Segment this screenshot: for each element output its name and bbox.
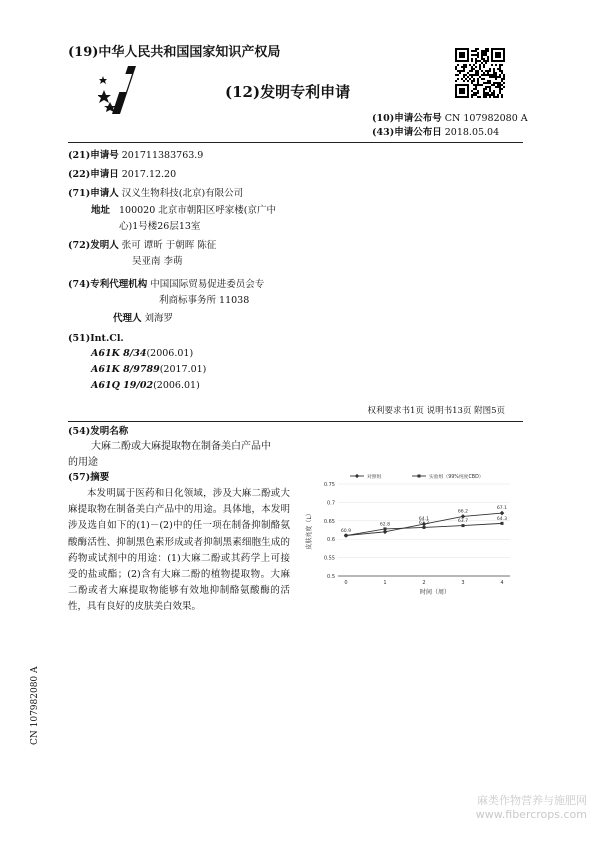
x-tick-label: 1 <box>383 580 387 586</box>
data-label: 64.3 <box>496 516 508 522</box>
invention-title-label: (54)发明名称 <box>68 426 129 437</box>
y-tick-label: 0.6 <box>327 537 335 544</box>
cnipa-emblem-icon <box>98 64 148 116</box>
ipc-classification: A61K 8/34(2006.01) <box>91 348 194 359</box>
applicant: (71)申请人 汉义生物科技(北京)有限公司 <box>68 188 244 199</box>
y-tick-label: 0.55 <box>323 555 335 562</box>
chart-legend <box>350 473 484 480</box>
header-divider <box>68 142 523 143</box>
inventors-line-2: 吴亚南 李萌 <box>132 256 183 267</box>
data-label: 64.1 <box>418 517 430 523</box>
chart <box>300 468 523 598</box>
x-tick-label: 4 <box>500 580 504 586</box>
data-point <box>461 514 466 519</box>
patent-agency: (74)专利代理机构 中国国际贸易促进委员会专 <box>68 279 265 290</box>
issuing-office: (19)中华人民共和国国家知识产权局 <box>68 45 281 60</box>
y-tick-label: 0.75 <box>323 482 335 488</box>
document-type-title: (12)发明专利申请 <box>225 83 351 101</box>
x-axis-label: 时间（周） <box>419 589 451 596</box>
side-publication-number: CN 107982080 A <box>30 666 40 745</box>
address-line-2: 心)1号楼26层13室 <box>119 221 201 232</box>
watermark: 麻类作物营养与施肥网 www.fibercrops.com <box>475 794 587 821</box>
legend-entry: 对照组 <box>367 475 382 480</box>
application-number: (21)申请号 201711383763.9 <box>68 150 204 161</box>
y-tick-label: 0.65 <box>323 518 335 525</box>
data-label: 66.2 <box>457 509 469 515</box>
address-label: 地址 <box>91 205 111 216</box>
data-point <box>345 534 348 537</box>
legend-entry: 实验组（99%纯度CBD） <box>429 475 484 480</box>
inventors: (72)发明人 张可 谭昕 于朝晖 陈征 <box>68 240 217 251</box>
data-point <box>501 522 504 525</box>
abstract-text: 本发明属于医药和日化领域，涉及大麻二酚或大麻提取物在制备美白产品中的用途。具体地，本发明涉及选自如下的(1)－(2)中的任一项在制备抑制酪氨酸酶活性、抑制黑色素形成或者抑制黑素细胞生成的药物或试剂中的用途：(1)大麻二酚或其药学上可接受的盐或酯；(2)含有大麻二酚的植物提取物。大麻二酚或者大麻提取物能够有效地抑制酪氨酸酶的活性，具有良好的皮肤美白效果。 <box>68 488 290 613</box>
publication-date: (43)申请公布日 2018.05.04 <box>372 127 500 138</box>
invention-title-line-1: 大麻二酚或大麻提取物在制备美白产品中 <box>91 441 271 452</box>
data-point <box>384 527 387 530</box>
data-label: 63.7 <box>457 519 469 525</box>
data-label: 63.2 <box>418 520 430 526</box>
invention-title-line-2: 的用途 <box>68 457 98 468</box>
publication-number: (10)申请公布号 CN 107982080 A <box>372 113 528 124</box>
y-tick-label: 0.5 <box>327 574 335 580</box>
pages-info: 权利要求书1页 说明书13页 附图5页 <box>367 406 505 416</box>
patent-agency-line-2: 利商标事务所 11038 <box>159 295 250 306</box>
legend-marker <box>355 474 359 478</box>
data-label: 67.1 <box>496 506 508 512</box>
application-date: (22)申请日 2017.12.20 <box>68 169 177 180</box>
y-axis-label: 皮肤亮度（L） <box>306 510 313 550</box>
data-point <box>500 511 505 516</box>
x-tick-label: 3 <box>461 580 465 586</box>
data-label: 60.9 <box>340 529 352 535</box>
legend-marker <box>418 475 421 478</box>
section-divider <box>68 421 523 422</box>
qr-code-icon <box>455 48 505 98</box>
ipc-classification: A61K 8/9789(2017.01) <box>91 364 207 375</box>
ipc-classification: A61Q 19/02(2006.01) <box>91 380 200 391</box>
data-point <box>462 524 465 527</box>
address-line-1: 100020 北京市朝阳区呼家楼(京广中 <box>119 205 276 216</box>
int-cl-label: (51)Int.Cl. <box>68 333 124 344</box>
y-tick-label: 0.7 <box>327 500 335 507</box>
x-tick-label: 2 <box>422 580 426 586</box>
abstract-label: (57)摘要 <box>68 472 110 483</box>
data-point <box>423 526 426 529</box>
data-label: 62.8 <box>379 522 391 528</box>
agent: 代理人 刘海罗 <box>113 313 174 324</box>
x-tick-label: 0 <box>344 580 348 586</box>
